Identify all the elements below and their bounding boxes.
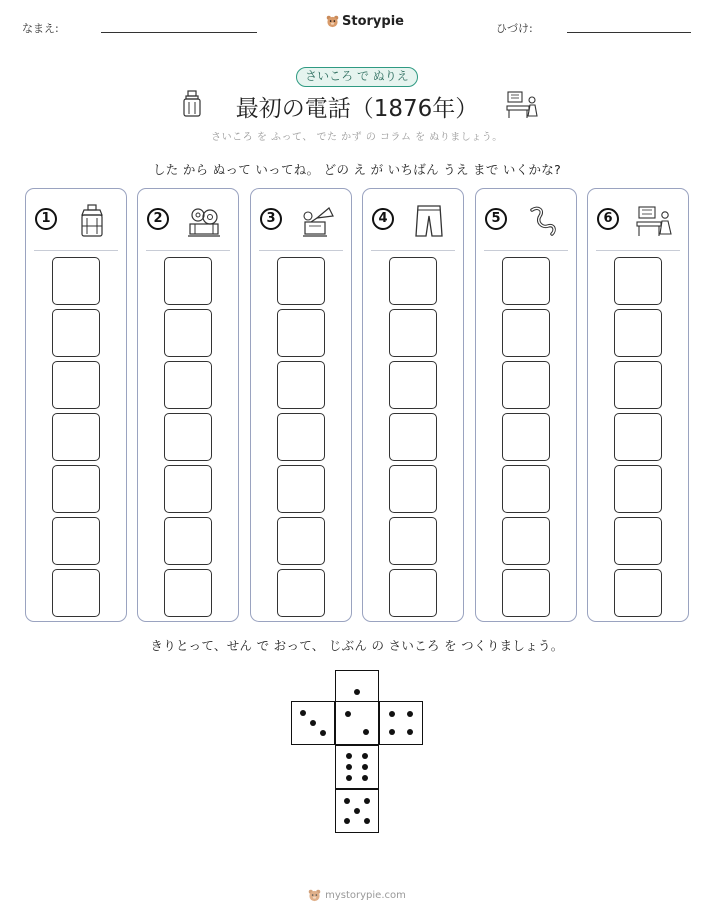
column-1 [25,188,127,622]
dice-face-5 [335,789,379,833]
bear-logo-icon [308,889,321,902]
grid-cell[interactable] [502,361,550,409]
dice-pip [407,711,413,717]
dice-pip [362,775,368,781]
column-4 [362,188,464,622]
dice-pip [363,729,369,735]
dice-pip [389,711,395,717]
grid-cell[interactable] [502,309,550,357]
activity-pill: さいころ で ぬりえ [296,67,418,87]
dice-pip [346,753,352,759]
grid-cell[interactable] [52,569,100,617]
dice-pip [362,753,368,759]
grid-cell[interactable] [502,257,550,305]
column-number: 1 [35,208,57,230]
workshop-desk-icon [506,90,538,120]
grid-cell[interactable] [614,257,662,305]
grid-cell[interactable] [52,257,100,305]
date-write-line [567,32,691,33]
grid-cell[interactable] [164,413,212,461]
column-divider [596,250,680,251]
grid-cell[interactable] [52,361,100,409]
grid-cell[interactable] [52,309,100,357]
column-number: 6 [597,208,619,230]
grid-cell[interactable] [389,413,437,461]
grid-cell[interactable] [277,465,325,513]
column-number: 5 [485,208,507,230]
grid-cell[interactable] [277,517,325,565]
grid-cell[interactable] [389,465,437,513]
cut-instruction: きりとって、せん で おって、 じぶん の さいころ を つくりましょう。 [150,638,564,653]
grid-cell[interactable] [389,309,437,357]
grid-cell[interactable] [277,413,325,461]
workshop-desk-icon [636,204,672,238]
column-number: 2 [147,208,169,230]
column-divider [371,250,455,251]
dice-pip [364,818,370,824]
grid-cell[interactable] [614,361,662,409]
dice-pip [407,729,413,735]
grid-cell[interactable] [277,361,325,409]
column-divider [34,250,118,251]
grid-cell[interactable] [164,569,212,617]
page-title: 最初の電話（1876年） [235,96,479,122]
phonograph-icon [299,204,335,238]
dice-pip [354,689,360,695]
dice-pip [389,729,395,735]
dice-pip [354,808,360,814]
column-2 [137,188,239,622]
grid-cell[interactable] [277,569,325,617]
dice-face-6 [335,745,379,789]
column-number: 3 [260,208,282,230]
dice-pip [345,711,351,717]
grid-cell[interactable] [389,257,437,305]
grid-cell[interactable] [389,517,437,565]
dice-pip [346,775,352,781]
footer [0,889,714,902]
grid-cell[interactable] [164,309,212,357]
dice-pip [300,710,306,716]
grid-cell[interactable] [164,257,212,305]
dice-pip [344,798,350,804]
grid-cell[interactable] [614,465,662,513]
column-6 [587,188,689,622]
dice-face-4 [379,701,423,745]
dice-pip [364,798,370,804]
grid-cell[interactable] [389,361,437,409]
dice-pip [346,764,352,770]
dice-pip [320,730,326,736]
grid-cell[interactable] [164,361,212,409]
date-label: ひづけ: [496,22,533,35]
grid-cell[interactable] [502,517,550,565]
column-number: 4 [372,208,394,230]
brand-logo [326,14,404,29]
wire-icon [524,204,560,238]
dice-net [290,670,424,836]
grid-cell[interactable] [277,309,325,357]
trousers-icon [411,204,447,238]
grid-cell[interactable] [614,413,662,461]
grid-cell[interactable] [52,517,100,565]
grid-cell[interactable] [389,569,437,617]
grid-cell[interactable] [502,465,550,513]
dice-face-2 [335,701,379,745]
column-divider [484,250,568,251]
gears-machine-icon [186,204,222,238]
column-divider [259,250,343,251]
name-write-line [101,32,257,33]
grid-cell[interactable] [52,465,100,513]
column-3 [250,188,352,622]
dice-pip [344,818,350,824]
brand-name: Storypie [342,14,404,29]
grid-cell[interactable] [52,413,100,461]
ink-bottle-icon [74,204,110,238]
footer-url[interactable]: mystorypie.com [325,890,406,901]
dice-pip [362,764,368,770]
subtitle: さいころ を ふって、 でた かず の コラム を ぬりましょう。 [211,132,503,143]
dice-face-3 [291,701,335,745]
grid-cell[interactable] [164,465,212,513]
bear-logo-icon [326,15,339,28]
instruction-text: した から ぬって いってね。 どの え が いちばん うえ まで いくかな? [152,162,562,177]
grid-cell[interactable] [614,569,662,617]
grid-cell[interactable] [502,413,550,461]
grid-cell[interactable] [164,517,212,565]
grid-cell[interactable] [277,257,325,305]
column-5 [475,188,577,622]
grid-cell[interactable] [502,569,550,617]
grid-cell[interactable] [614,309,662,357]
dice-pip [310,720,316,726]
grid-cell[interactable] [614,517,662,565]
column-divider [146,250,230,251]
name-label: なまえ: [22,22,59,35]
